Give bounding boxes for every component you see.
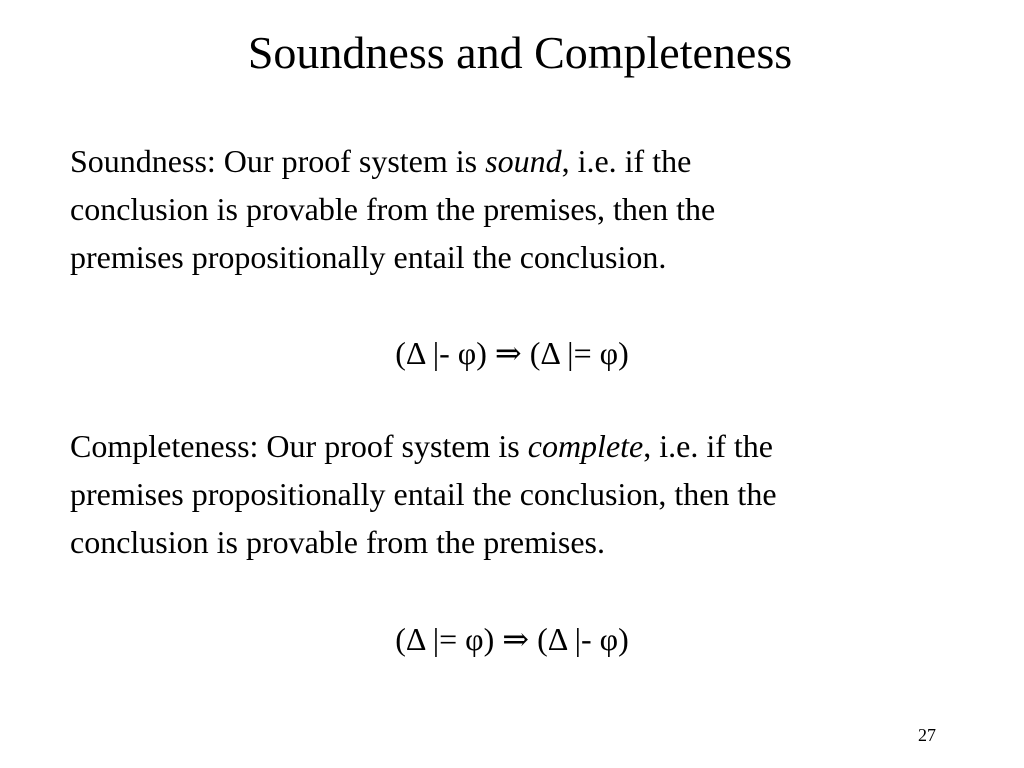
soundness-line-2: conclusion is provable from the premises, then the bbox=[70, 191, 716, 227]
slide-title: Soundness and Completeness bbox=[247, 27, 793, 78]
soundness-intro-text: Soundness: Our proof system is bbox=[70, 143, 486, 179]
soundness-formula: (Δ |- φ) ⇒ (Δ |= φ) bbox=[395, 335, 629, 371]
completeness-term: complete bbox=[527, 428, 644, 464]
soundness-term: sound bbox=[485, 143, 562, 179]
completeness-intro-text: Completeness: Our proof system is bbox=[70, 428, 528, 464]
soundness-line-1-tail: , i.e. if the bbox=[561, 143, 692, 179]
soundness-line-1 bbox=[70, 137, 990, 185]
completeness-line-2: premises propositionally entail the conclusion, then the bbox=[70, 476, 777, 512]
completeness-line-1-tail: , i.e. if the bbox=[643, 428, 773, 464]
completeness-paragraph bbox=[70, 422, 990, 566]
soundness-paragraph bbox=[70, 137, 990, 281]
completeness-formula: (Δ |= φ) ⇒ (Δ |- φ) bbox=[395, 621, 629, 657]
page-number: 27 bbox=[918, 725, 936, 745]
soundness-line-3: premises propositionally entail the conclusion. bbox=[70, 239, 667, 275]
completeness-line-1 bbox=[70, 422, 990, 470]
completeness-line-3: conclusion is provable from the premises. bbox=[70, 524, 605, 560]
